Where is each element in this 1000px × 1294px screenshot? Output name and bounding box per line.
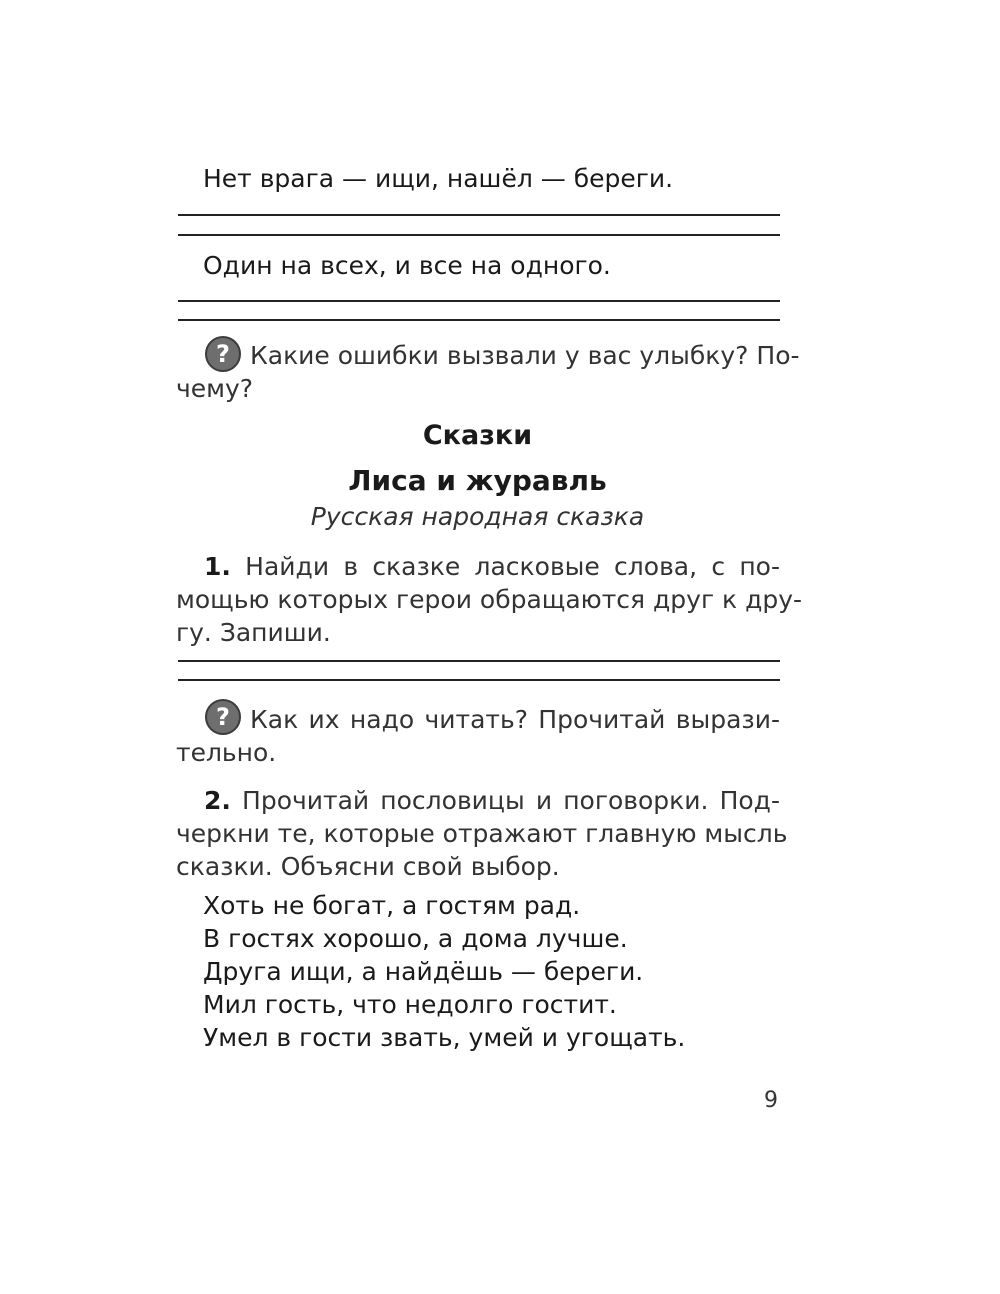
- question-mark-circle-icon: ?: [205, 336, 241, 372]
- answer-line: [178, 300, 780, 302]
- section-title: Сказки: [422, 420, 533, 451]
- task-1-line-2: мощью которых герои обращаются друг к дру-: [176, 585, 803, 614]
- list-item: В гостях хорошо, а дома лучше.: [203, 924, 628, 953]
- story-title: Лиса и журавль: [348, 464, 607, 497]
- proverb-2: Один на всех, и все на одного.: [203, 251, 611, 280]
- page-number: 9: [764, 1088, 778, 1113]
- list-item: Мил гость, что недолго гостит.: [203, 990, 617, 1019]
- task-1-line-1: 1. Найди в сказке ласковые слова, с по-: [204, 552, 780, 581]
- task-2: [176, 784, 788, 883]
- question-mark-circle-icon: ?: [205, 699, 241, 735]
- answer-line: [178, 234, 780, 236]
- question-2-line-2: тельно.: [176, 738, 277, 767]
- proverb-1: Нет врага — ищи, нашёл — береги.: [203, 164, 674, 193]
- task-2-line-3: сказки. Объясни свой выбор.: [176, 852, 560, 881]
- task-2-number: 2.: [204, 786, 231, 815]
- answer-line: [178, 214, 780, 216]
- list-item: Друга ищи, а найдёшь — береги.: [203, 957, 644, 986]
- answer-line: [178, 319, 780, 321]
- task-1: [176, 550, 803, 649]
- list-item: Умел в гости звать, умей и угощать.: [203, 1023, 686, 1052]
- task-1-line-3: гу. Запиши.: [176, 618, 331, 647]
- question-1-line-2: чему?: [176, 374, 254, 403]
- question-2: [176, 703, 780, 769]
- story-subtitle: Русская народная сказка: [310, 502, 645, 531]
- task-1-number: 1.: [204, 552, 231, 581]
- question-2-line-1: Как их надо читать? Прочитай вырази-: [250, 705, 780, 734]
- task-2-line-1: 2. Прочитай пословицы и поговорки. Под-: [204, 786, 780, 815]
- question-1-line-1: Какие ошибки вызвали у вас улыбку? По-: [250, 341, 800, 370]
- task-2-line-2: черкни те, которые отражают главную мысль: [176, 819, 788, 848]
- question-1: [176, 339, 800, 405]
- answer-line: [178, 679, 780, 681]
- answer-line: [178, 660, 780, 662]
- list-item: Хоть не богат, а гостям рад.: [203, 891, 581, 920]
